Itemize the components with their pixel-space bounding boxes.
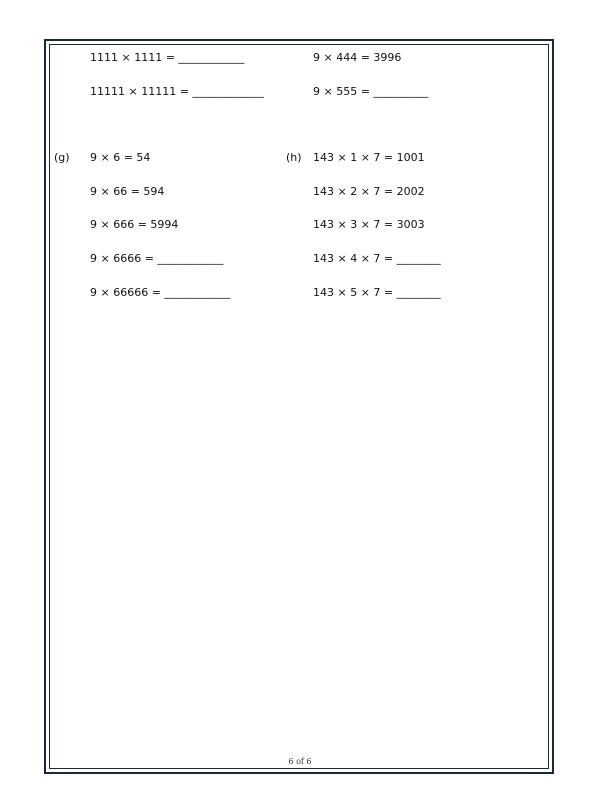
page-border <box>44 39 554 774</box>
section-h-item-4: 143 × 4 × 7 = ________ <box>313 252 441 265</box>
top-left-line-2: 11111 × 11111 = _____________ <box>90 85 264 98</box>
section-g-item-1: 9 × 6 = 54 <box>90 151 151 164</box>
section-g-item-4: 9 × 6666 = ____________ <box>90 252 224 265</box>
section-g-item-2: 9 × 66 = 594 <box>90 185 165 198</box>
section-h-item-5: 143 × 5 × 7 = ________ <box>313 286 441 299</box>
top-left-line-1: 1111 × 1111 = ____________ <box>90 51 245 64</box>
top-right-line-1: 9 × 444 = 3996 <box>313 51 402 64</box>
page-number: 6 of 6 <box>288 757 312 766</box>
section-g-item-5: 9 × 66666 = ____________ <box>90 286 231 299</box>
section-g-label: (g) <box>54 151 70 164</box>
section-h-label: (h) <box>286 151 302 164</box>
section-h-item-2: 143 × 2 × 7 = 2002 <box>313 185 425 198</box>
section-h-item-1: 143 × 1 × 7 = 1001 <box>313 151 425 164</box>
top-right-line-2: 9 × 555 = __________ <box>313 85 429 98</box>
section-h-item-3: 143 × 3 × 7 = 3003 <box>313 218 425 231</box>
section-g-item-3: 9 × 666 = 5994 <box>90 218 179 231</box>
